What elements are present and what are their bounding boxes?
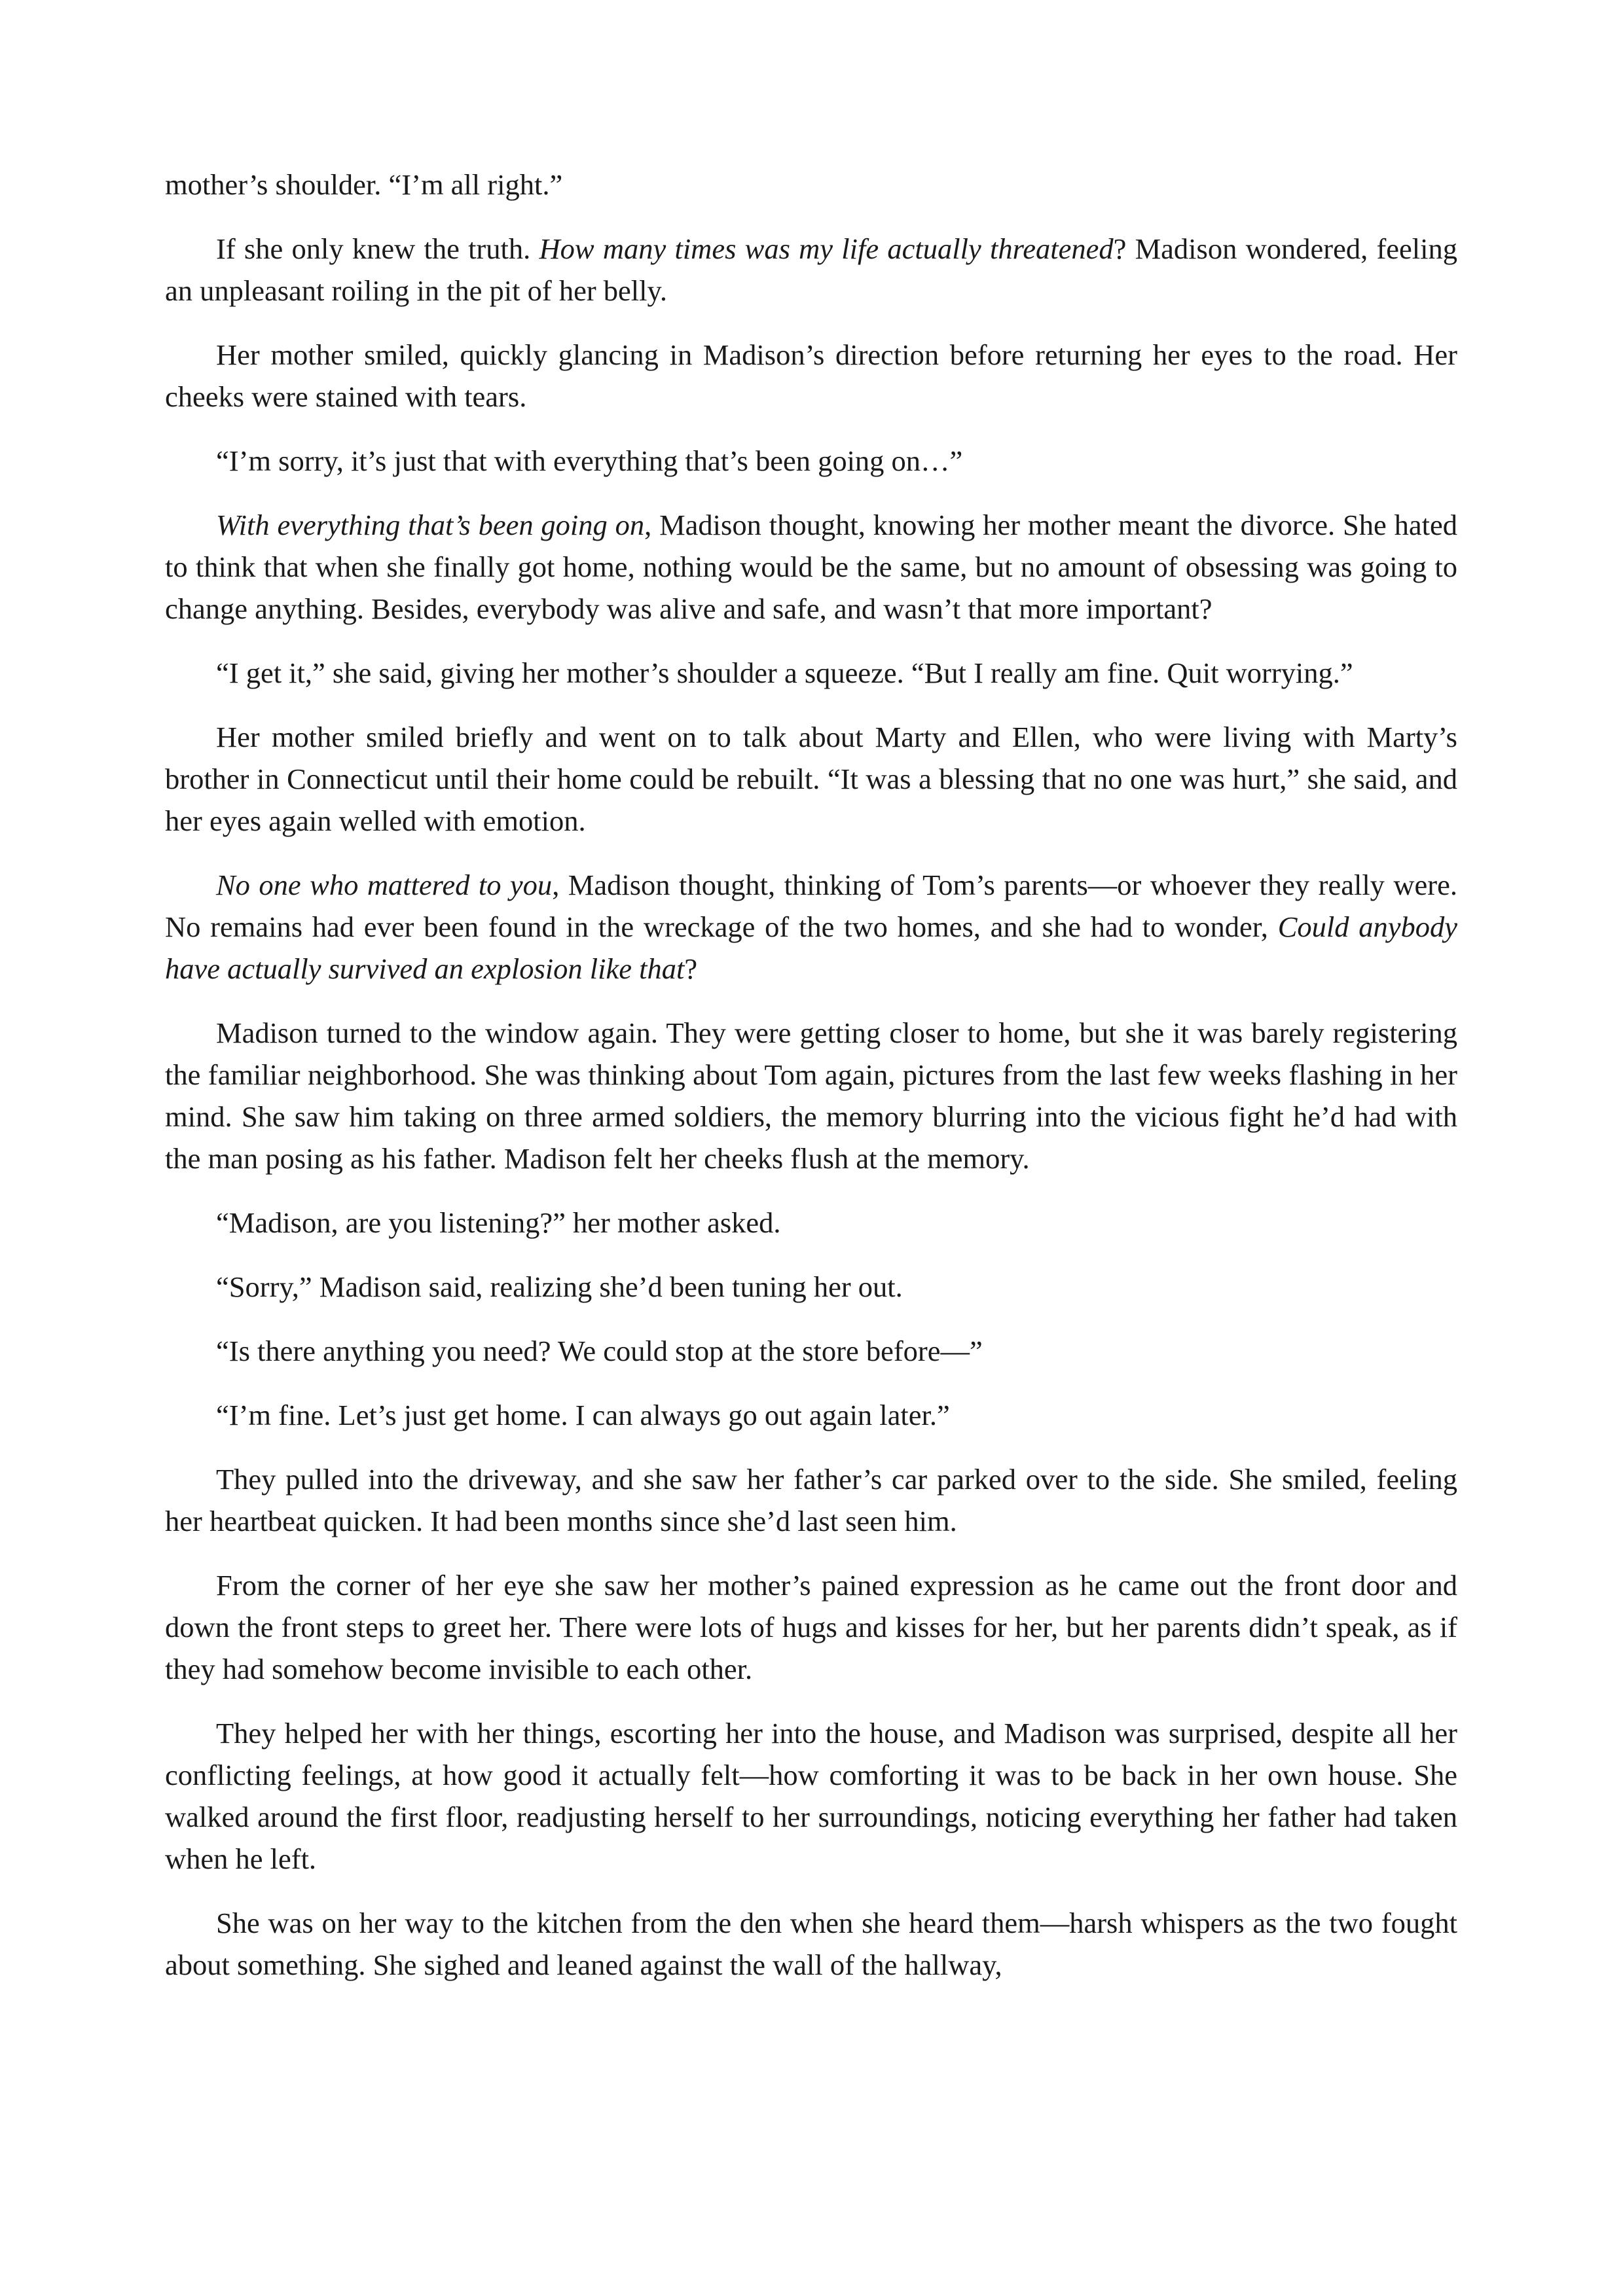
paragraph xyxy=(165,1564,1457,1690)
paragraph xyxy=(165,440,1457,482)
text-run: ? xyxy=(684,952,698,985)
paragraph xyxy=(165,1394,1457,1436)
text-run: Her mother smiled briefly and went on to talk about Marty and Ellen, who were living with Marty’s brother in Connecticut until their home could be rebuilt. “It was a blessing that no one was hurt,” she said, and her eyes again welled with emotion. xyxy=(165,721,1457,837)
paragraph xyxy=(165,1330,1457,1372)
text-run: ? Madison wondered, feeling an unpleasant roiling in the pit of her belly. xyxy=(165,232,1457,307)
text-run: They helped her with her things, escorting her into the house, and Madison was surprised, despite all her conflicting feelings, at how good it actually felt—how comforting it was to be back in her own house. She walked around the first floor, readjusting herself to her surroundings, noticing everything her father had taken when he left. xyxy=(165,1717,1457,1875)
body-text xyxy=(165,164,1457,1986)
text-run: “Madison, are you listening?” her mother asked. xyxy=(216,1206,781,1239)
paragraph xyxy=(165,164,1457,206)
paragraph xyxy=(165,1902,1457,1986)
text-run: “I’m sorry, it’s just that with everything that’s been going on…” xyxy=(216,444,963,477)
text-run: mother’s shoulder. “I’m all right.” xyxy=(165,168,563,201)
text-run: If she only knew the truth. xyxy=(216,232,539,265)
text-run: “Is there anything you need? We could stop at the store before—” xyxy=(216,1335,983,1367)
italic-text: Could anybody have actually survived an explosion like that xyxy=(165,910,1457,985)
italic-text: With everything that’s been going on xyxy=(216,509,645,541)
paragraph xyxy=(165,228,1457,312)
text-run: “I get it,” she said, giving her mother’s shoulder a squeeze. “But I really am fine. Quit worrying.” xyxy=(216,656,1353,689)
text-run: , Madison thought, knowing her mother meant the divorce. She hated to think that when she finally got home, nothing would be the same, but no amount of obsessing was going to change anything. Besides, everybody was alive and safe, and wasn’t that more important? xyxy=(165,509,1457,625)
paragraph xyxy=(165,652,1457,694)
paragraph xyxy=(165,1202,1457,1244)
italic-text: How many times was my life actually threatened xyxy=(539,232,1114,265)
paragraph xyxy=(165,1458,1457,1542)
text-run: Madison turned to the window again. They were getting closer to home, but she it was barely registering the familiar neighborhood. She was thinking about Tom again, pictures from the last few weeks flashing in her mind. She saw him taking on three armed soldiers, the memory blurring into the vicious fight he’d had with the man posing as his father. Madison felt her cheeks flush at the memory. xyxy=(165,1016,1457,1175)
paragraph xyxy=(165,504,1457,630)
text-run: “I’m fine. Let’s just get home. I can always go out again later.” xyxy=(216,1399,950,1431)
text-run: They pulled into the driveway, and she saw her father’s car parked over to the side. She smiled, feeling her heartbeat quicken. It had been months since she’d last seen him. xyxy=(165,1463,1457,1537)
paragraph xyxy=(165,1712,1457,1880)
paragraph xyxy=(165,864,1457,990)
text-run: She was on her way to the kitchen from the den when she heard them—harsh whispers as the two fought about something. She sighed and leaned against the wall of the hallway, xyxy=(165,1907,1457,1981)
paragraph xyxy=(165,334,1457,418)
paragraph xyxy=(165,1266,1457,1308)
text-run: , Madison thought, thinking of Tom’s parents—or whoever they really were. No remains had ever been found in the wreckage of the two homes, and she had to wonder, xyxy=(165,869,1457,943)
paragraph xyxy=(165,716,1457,842)
paragraph xyxy=(165,1012,1457,1179)
text-run: From the corner of her eye she saw her mother’s pained expression as he came out the front door and down the front steps to greet her. There were lots of hugs and kisses for her, but her parents didn’t speak, as if they had somehow become invisible to each other. xyxy=(165,1569,1457,1685)
text-run: Her mother smiled, quickly glancing in Madison’s direction before returning her eyes to the road. Her cheeks were stained with tears. xyxy=(165,338,1457,413)
italic-text: No one who mattered to you xyxy=(216,869,553,901)
text-run: “Sorry,” Madison said, realizing she’d been tuning her out. xyxy=(216,1270,903,1303)
